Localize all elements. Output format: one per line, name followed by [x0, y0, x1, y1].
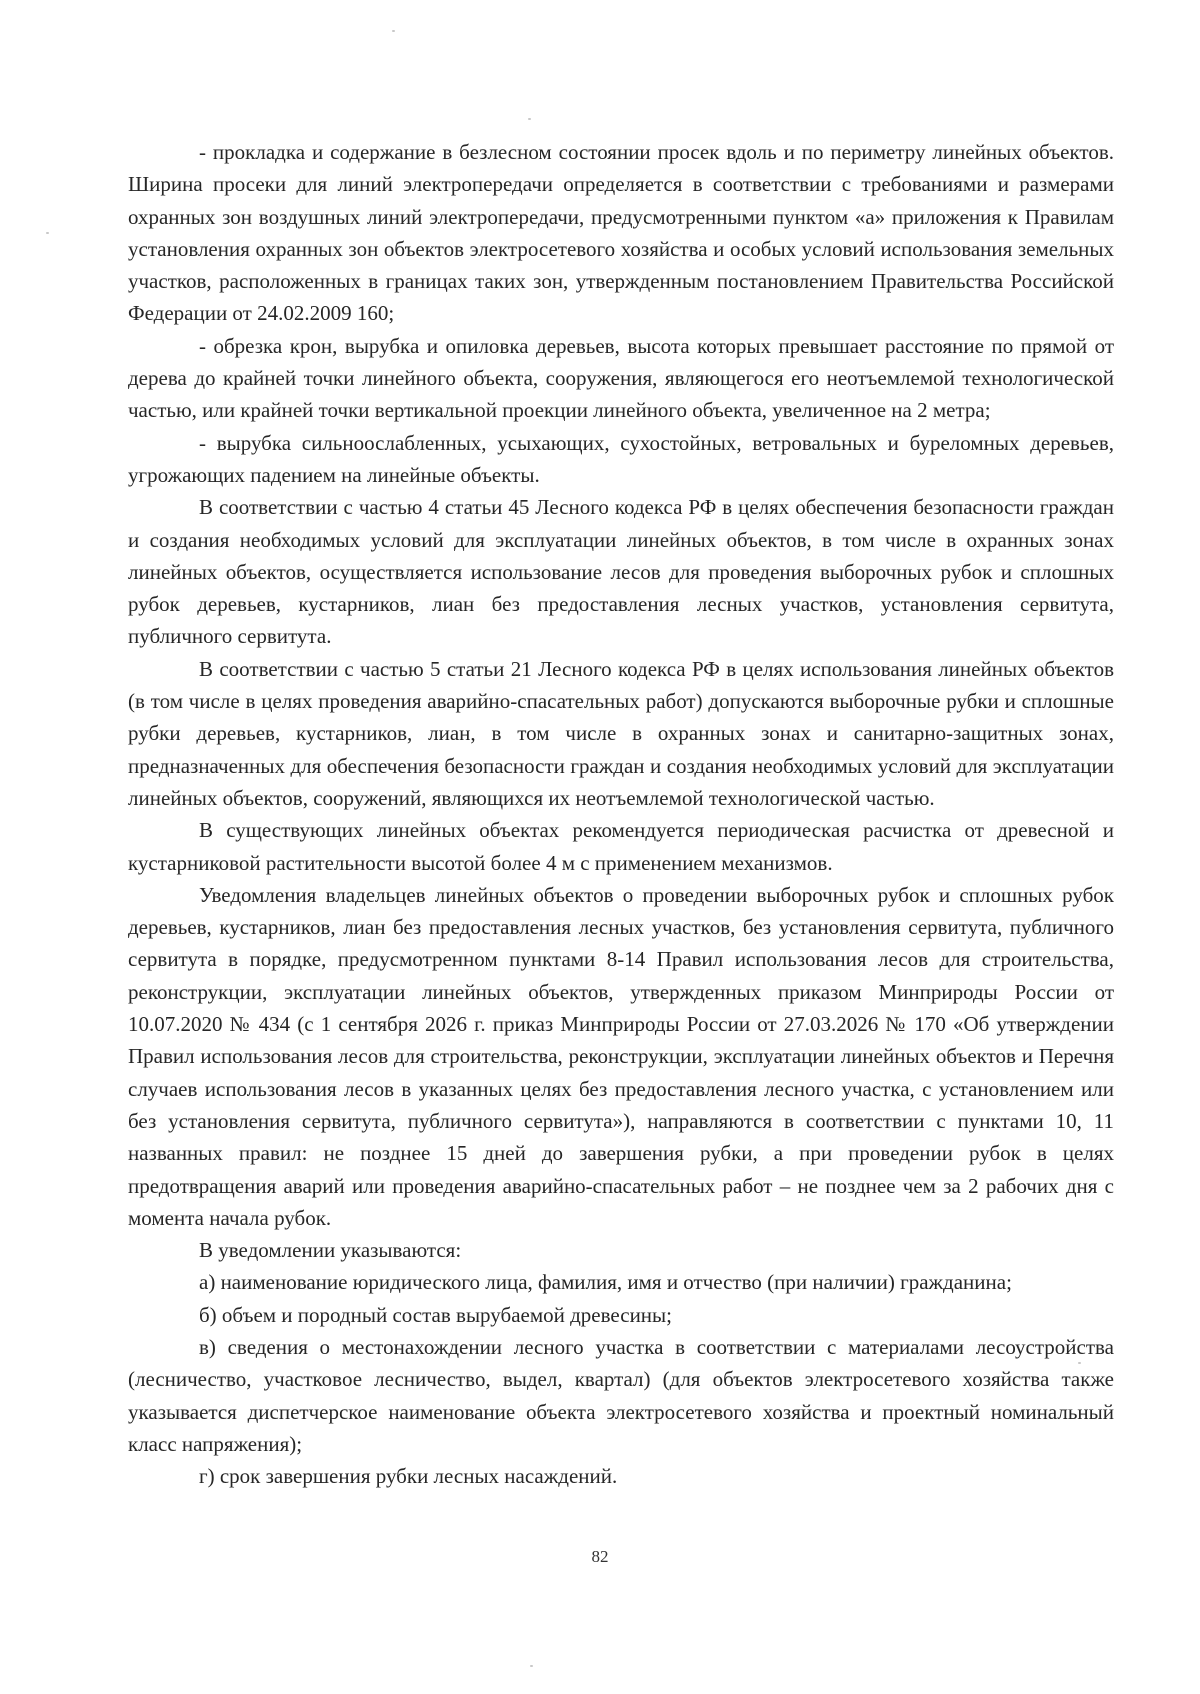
list-item-g: г) срок завершения рубки лесных насаждений.: [199, 1464, 618, 1489]
page-number: 82: [591, 1547, 609, 1566]
paragraph-weakened-trees: - вырубка сильноослабленных, усыхающих, сухостойных, ветровальных и буреломных деревьев, угрожающих падением на линейные объекты.: [128, 430, 1114, 487]
scan-speck: [530, 1665, 533, 1667]
document-body: [128, 136, 1114, 1492]
paragraph-clearing-requirements: - прокладка и содержание в безлесном состоянии просек вдоль и по периметру линейных объектов. Ширина просеки для линий электропередачи определяется в соответствии с требованиями и размерами охранных зон воздушных линий электропередачи, предусмотренными пунктом «а» приложения к Правилам установления охранных зон объектов электросетевого хозяйства и особых условий использования земельных участков, расположенных в границах таких зон, утвержденным постановлением Правительства Российской Федерации от 24.02.2009 160;: [128, 140, 1114, 326]
list-item-a: а) наименование юридического лица, фамилия, имя и отчество (при наличии) гражданина;: [199, 1270, 1012, 1295]
paragraph-article-21: В соответствии с частью 5 статьи 21 Лесного кодекса РФ в целях использования линейных объектов (в том числе в целях проведения аварийно-спасательных работ) допускаются выборочные рубки и сплошные рубки деревьев, кустарников, лиан, в том числе в охранных зонах и санитарно-защитных зонах, предназначенных для обеспечения безопасности граждан и создания необходимых условий для эксплуатации линейных объектов, сооружений, являющихся их неотъемлемой технологической частью.: [128, 656, 1114, 810]
scan-speck: [392, 30, 395, 32]
paragraph-periodic-clearing: В существующих линейных объектах рекомендуется периодическая расчистка от древесной и кустарниковой растительности высотой более 4 м с применением механизмов.: [128, 818, 1114, 875]
paragraph-article-45: В соответствии с частью 4 статьи 45 Лесного кодекса РФ в целях обеспечения безопасности граждан и создания необходимых условий для эксплуатации линейных объектов, в том числе в охранных зонах линейных объектов, осуществляется использование лесов для проведения выборочных рубок и сплошных рубок деревьев, кустарников, лиан без предоставления лесных участков, установления сервитута, публичного сервитута.: [128, 495, 1114, 649]
paragraph-notifications: Уведомления владельцев линейных объектов о проведении выборочных рубок и сплошных рубок деревьев, кустарников, лиан без предоставления лесных участков, без установления сервитута, публичного сервитута в порядке, предусмотренном пунктами 8-14 Правил использования лесов для строительства, реконструкции, эксплуатации линейных объектов, утвержденных приказом Минприроды России от 10.07.2020 № 434 (с 1 сентября 2026 г. приказ Минприроды России от 27.03.2026 № 170 «Об утверждении Правил использования лесов для строительства, реконструкции, эксплуатации линейных объектов и Перечня случаев использования лесов в указанных целях без предоставления лесного участка, с установлением или без установления сервитута, публичного сервитута»), направляются в соответствии с пунктами 10, 11 названных правил: не позднее 15 дней до завершения рубки, а при проведении рубок в целях предотвращения аварий или проведения аварийно-спасательных работ – не позднее чем за 2 рабочих дня с момента начала рубок.: [128, 882, 1114, 1230]
scan-speck: [528, 118, 531, 120]
scan-speck: [46, 232, 49, 234]
paragraph-crown-trimming: - обрезка крон, вырубка и опиловка деревьев, высота которых превышает расстояние по прямой от дерева до крайней точки линейного объекта, сооружения, являющегося его неотъемлемой технологической частью, или крайней точки вертикальной проекции линейного объекта, увеличенное на 2 метра;: [128, 333, 1114, 423]
list-item-b: б) объем и породный состав вырубаемой древесины;: [199, 1302, 672, 1327]
paragraph-notification-contents: В уведомлении указываются:: [199, 1238, 462, 1263]
list-item-v: в) сведения о местонахождении лесного участка в соответствии с материалами лесоустройства (лесничество, участковое лесничество, выдел, квартал) (для объектов электросетевого хозяйства также указывается диспетчерское наименование объекта электросетевого хозяйства и проектный номинальный класс напряжения);: [128, 1334, 1114, 1456]
